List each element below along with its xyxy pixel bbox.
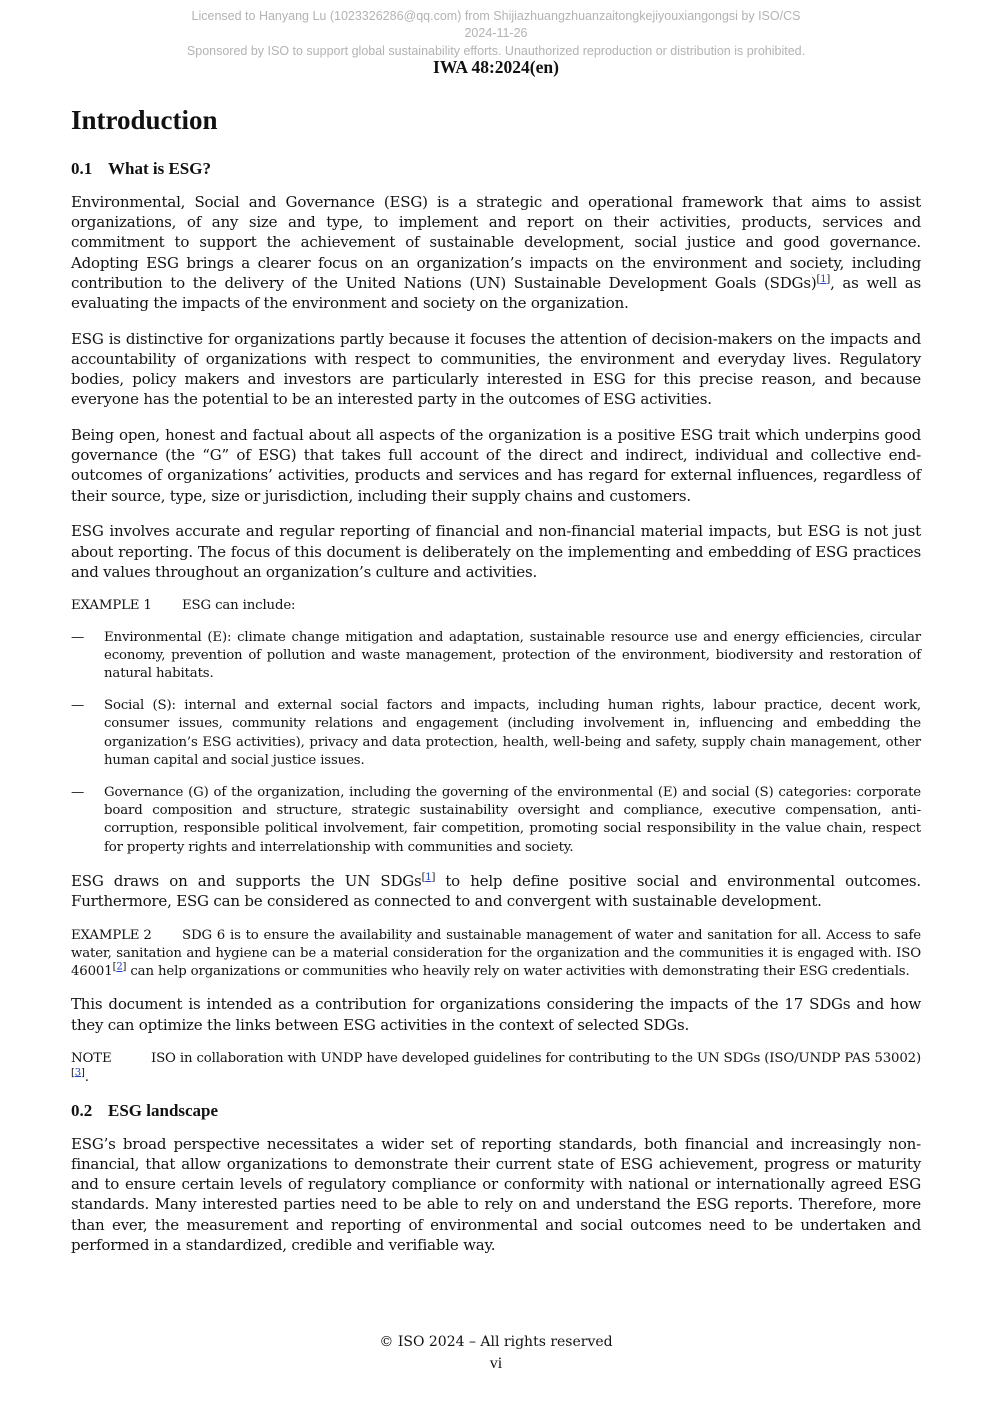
paragraph-text: , as well as evaluating the impacts of the environment and society on the organization. <box>71 273 922 313</box>
section-heading-0-1 <box>71 158 921 180</box>
section-number: 0.2 <box>71 1100 93 1120</box>
reference-marker: [1] <box>816 273 831 285</box>
paragraph-text: ESG draws on and supports the UN SDGs <box>71 871 422 890</box>
sponsor-watermark-line: Sponsored by ISO to support global sustainability efforts. Unauthorized reproduction or distribution is prohibited. <box>186 44 806 58</box>
section-heading-0-2 <box>71 1100 921 1122</box>
paragraph-text: Environmental, Social and Governance (ESG) is a strategic and operational framework that aims to assist organizations, of any size and type, to implement and report on their activities, products, services and commitment to support the achievement of sustainable development, social justice and good governance. Adopting ESG brings a clearer focus on an organization’s impacts on the environment and society, including contribution to the delivery of the United Nations (UN) Sustainable Development Goals (SDGs) <box>71 193 921 292</box>
dash-bullet: — <box>71 629 85 645</box>
page-title: Introduction <box>71 105 218 135</box>
paragraph: Being open, honest and factual about all aspects of the organization is a positive ESG trait which underpins good governance (the “G” of ESG) that takes full account of the direct and indirect, individual and collective end-outcomes of organizations’ activities, products and services and has regard for external influences, regardless of their source, type, size or jurisdiction, including their supply chains and customers. <box>71 426 921 505</box>
list-item <box>71 784 921 857</box>
reference-link[interactable]: 2 <box>116 961 123 973</box>
paragraph: ESG’s broad perspective necessitates a wider set of reporting standards, both financial and increasingly non-financial, that allow organizations to demonstrate their current state of ESG achievement, progress or maturity and to ensure certain levels of regulatory compliance or conformity with national or internationally agreed ESG standards. Many interested parties need to be able to rely on and understand the ESG reports. Therefore, more than ever, the measurement and reporting of environmental and social outcomes need to be undertaken and performed in a standardized, credible and verifiable way. <box>71 1134 921 1254</box>
document-code-header: IWA 48:2024(en) <box>433 57 559 77</box>
example-text: can help organizations or communities who heavily rely on water activities with demonstrating their ESG credentials. <box>126 964 910 980</box>
note <box>71 1050 921 1086</box>
note-text: ISO in collaboration with UNDP have developed guidelines for contributing to the UN SDGs (ISO/UNDP PAS 53002) <box>151 1051 921 1067</box>
example-label: EXAMPLE 2 <box>71 927 152 943</box>
paragraph: ESG involves accurate and regular reporting of financial and non-financial material impacts, but ESG is not just about reporting. The focus of this document is deliberately on the implementing and embedding of ESG practices and values throughout an organization’s culture and activities. <box>71 522 921 581</box>
reference-marker: [1] <box>421 871 436 883</box>
dash-bullet: — <box>71 698 85 714</box>
example-label: EXAMPLE 1 <box>71 598 152 614</box>
reference-link[interactable]: 1 <box>425 871 432 883</box>
note-label: NOTE <box>71 1051 112 1067</box>
note-text: . <box>84 1069 89 1085</box>
example-1 <box>71 597 921 615</box>
list-item-text: Social (S): internal and external social factors and impacts, including human rights, labour practice, decent work, consumer issues, community relations and engagement (including involvement in, influencing and embedding the organization’s ESG activities), privacy and data protection, health, well-being and safety, supply chain management, other human capital and social justice issues. <box>104 698 921 768</box>
list-item-text: Governance (G) of the organization, including the governing of the environmental (E) and social (S) categories: corporate board composition and structure, strategic sustainability oversight and compliance, executive compensation, anti-corruption, responsible political involvement, fair competition, promoting social responsibility in the value chain, respect for property rights and interrelationship with communities and society. <box>104 785 921 855</box>
reference-marker: [2] <box>112 961 127 973</box>
license-watermark-line: Licensed to Hanyang Lu (1023326286@qq.com) from Shijiazhuangzhuanzaitongkejiyouxiangongsi by ISO/CS <box>191 9 801 23</box>
paragraph: This document is intended as a contribution for organizations considering the impacts of the 17 SDGs and how they can optimize the links between ESG activities in the context of selected SDGs. <box>71 995 921 1034</box>
reference-marker: [3] <box>71 1067 85 1079</box>
copyright-footer: © ISO 2024 – All rights reserved <box>379 1334 613 1350</box>
reference-link[interactable]: 3 <box>74 1067 81 1079</box>
esg-category-list <box>71 629 921 857</box>
example-2 <box>71 927 921 982</box>
example-text: ESG can include: <box>182 598 296 614</box>
paragraph <box>71 192 921 313</box>
page-content <box>71 100 921 1270</box>
reference-link[interactable]: 1 <box>820 273 827 285</box>
section-title: ESG landscape <box>108 1100 219 1120</box>
list-item <box>71 697 921 770</box>
dash-bullet: — <box>71 785 85 801</box>
list-item <box>71 629 921 684</box>
paragraph: ESG is distinctive for organizations partly because it focuses the attention of decision-makers on the impacts and accountability of organizations with respect to communities, the environment and everyday lives. Regulatory bodies, policy makers and investors are particularly interested in ESG for this precise reason, and because everyone has the potential to be an interested party in the outcomes of ESG activities. <box>71 329 921 409</box>
list-item-text: Environmental (E): climate change mitigation and adaptation, sustainable resource use and energy efficiencies, circular economy, prevention of pollution and waste management, protection of the environment, biodiversity and restoration of natural habitats. <box>104 629 921 682</box>
paragraph-text: to help define positive social and environmental outcomes. Furthermore, ESG can be considered as connected to and convergent with sustainable development. <box>71 871 921 911</box>
section-number: 0.1 <box>71 159 93 178</box>
page-number: vi <box>489 1355 503 1372</box>
section-title: What is ESG? <box>108 159 211 178</box>
license-date-watermark: 2024-11-26 <box>464 26 528 40</box>
paragraph <box>71 871 921 911</box>
example-text: SDG 6 is to ensure the availability and sustainable management of water and sanitation for all. Access to safe water, sanitation and hygiene can be a material consideration for the organization and the communities it is engaged with. ISO 46001 <box>71 927 921 980</box>
